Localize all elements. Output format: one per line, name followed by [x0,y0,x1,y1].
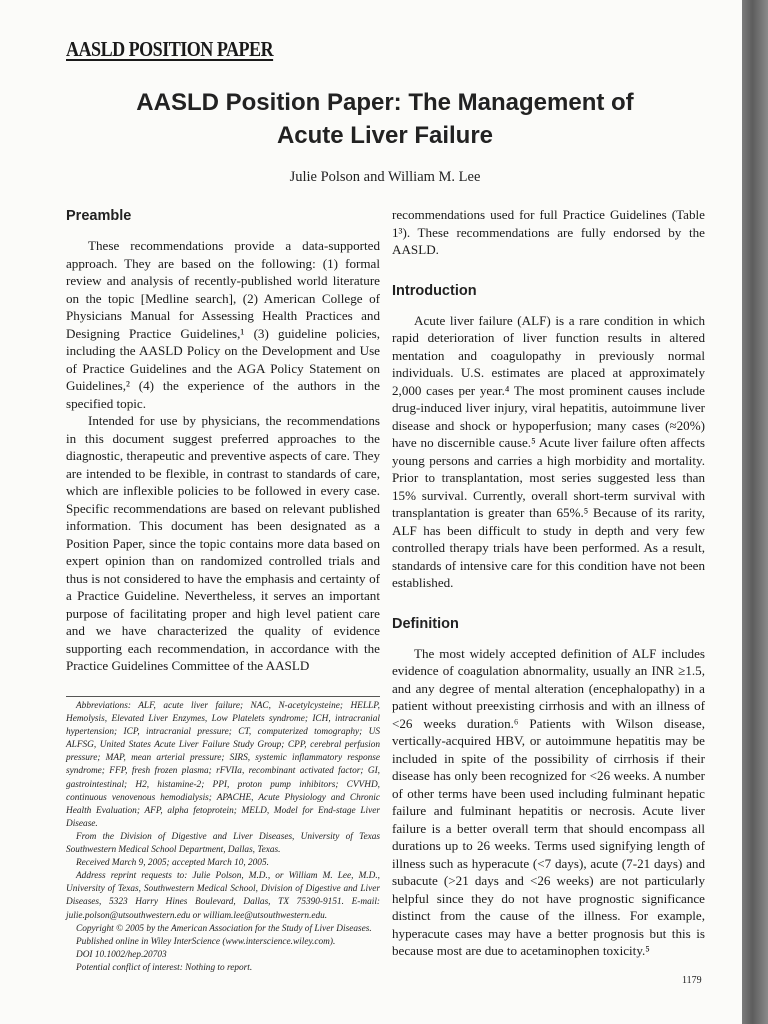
footnote-copyright: Copyright © 2005 by the American Association for the Study of Liver Diseases. [76,923,372,934]
footnote-affiliation: From the Division of Digestive and Liver Diseases, University of Texas Southwestern Medical School Department, Dallas, Texas. [66,831,380,856]
preamble-continued: recommendations used for full Practice Guidelines (Table 1³). These recommendations are fully endorsed by the AASLD. [392,207,705,257]
right-column [392,206,705,960]
footnote-divider [66,696,380,697]
article-title-line2: Acute Liver Failure [276,122,494,149]
left-column [66,206,380,675]
footnote-doi: DOI 10.1002/hep.20703 [76,949,167,960]
preamble-heading: Preamble [66,208,132,224]
section-kicker: AASLD POSITION PAPER [66,37,274,61]
footnote-received: Received March 9, 2005; accepted March 10, 2005. [76,858,269,869]
article-title-line1: AASLD Position Paper: The Management of [136,89,634,116]
article-title [90,86,680,152]
footnote-published: Published online in Wiley InterScience (www.interscience.wiley.com). [76,936,336,947]
footnote-address: Address reprint requests to: Julie Polson, M.D., or William M. Lee, M.D., University of Texas, Southwestern Medical School, Division of Digestive and Liver Diseases, 5323 Harry Hines Boulevard, Dallas, TX 75390-9151. E-mail: julie.polson@utsouthwestern.edu or william.lee@utsouthwestern.edu. [66,871,380,921]
preamble-paragraph-1: These recommendations provide a data-supported approach. They are based on the following: (1) formal review and analysis of recently-published world literature on the topic [Medline search], (2) American College of Physicians Manual for Assessing Health Practices and Designing Practice Guidelines,¹ (3) guideline policies, including the AASLD Policy on the Development and Use of Practice Guidelines and the AGA Policy Statement on Guidelines,² (4) the experience of the authors in the specified topic. [66,238,380,411]
page-number: 1179 [682,975,702,986]
introduction-heading: Introduction [392,282,477,299]
introduction-paragraph: Acute liver failure (ALF) is a rare condition in which rapid deterioration of liver function results in altered mentation and coagulopathy in previously normal individuals. U.S. estimates are placed at approximately 2,000 cases per year.⁴ The most prominent causes include drug-induced liver injury, viral hepatitis, autoimmune liver disease and shock or hypoperfusion; many cases (≈20%) have no discernible cause.⁵ Acute liver failure often affects young persons and carries a high morbidity and mortality. Prior to transplantation, most series suggested less than 15% survival. Currently, overall short-term survival with transplantation is greater than 65%.⁵ Because of its rarity, ALF has been difficult to study in depth and very few controlled therapy trials have been performed. As a result, standards of intensive care for this condition have not been established. [392,312,705,590]
article-authors: Julie Polson and William M. Lee [289,169,481,185]
footnotes [66,700,380,975]
preamble-paragraph-2: Intended for use by physicians, the recommendations in this document suggest preferred approaches to the diagnostic, therapeutic and preventive aspects of care. They are intended to be flexible, in contrast to standards of care, which are inflexible policies to be followed in every case. Specific recommendations are based on relevant published information. This document has been designated as a Position Paper, since the topic contains more data based on expert opinion than on randomized controlled trials and thus is not considered to have the emphasis and certainty of a Practice Guideline. Nevertheless, it serves an important purpose of facilitating proper and high level patient care and we have characterized the quality of evidence supporting each recommendation, in accordance with the Practice Guidelines Committee of the AASLD [66,413,380,673]
footnote-abbreviations: Abbreviations: ALF, acute liver failure; NAC, N-acetylcysteine; HELLP, Hemolysis, Elevated Liver Enzymes, Low Platelets syndrome; ICH, intracranial hypertension; ICP, intracranial pressure; CT, computerized tomography; US ALFSG, United States Acute Liver Failure Study Group; CPP, cerebral perfusion pressure; MAP, mean arterial pressure; SIRS, systemic inflammatory response syndrome; FFP, fresh frozen plasma; rFVIIa, recombinant activated factor; GI, gastrointestinal; H2, histamine-2; PPI, proton pump inhibitors; CVVHD, continuous venovenous hemodialysis; APACHE, Acute Physiology and Chronic Health Evaluation; AFP, alpha fetoprotein; MELD, Model for End-stage Liver Disease. [66,701,380,829]
definition-paragraph: The most widely accepted definition of ALF includes evidence of coagulation abnormality, usually an INR ≥1.5, and any degree of mental alteration (encephalopathy) in a patient without preexisting cirrhosis and with an illness of <26 weeks duration.⁶ Patients with Wilson disease, vertically-acquired HBV, or autoimmune hepatitis may be included in spite of the possibility of cirrhosis if their disease has only been recognized for <26 weeks. A number of other terms have been used including fulminant hepatic failure and fulminant hepatitis or necrosis. Acute liver failure is a better overall term that should encompass all durations up to 26 weeks. Terms used signifying length of illness such as hyperacute (<7 days), acute (7-21 days) and subacute (>21 days and <26 weeks) are not particularly helpful since they do not have prognostic significance distinct from the cause of the illness. For example, hyperacute cases may have a better prognosis but this is because most are due to acetaminophen toxicity.⁵ [392,645,705,958]
page-edge-shadow [742,0,768,1024]
footnote-conflict: Potential conflict of interest: Nothing to report. [76,962,253,973]
definition-heading: Definition [392,615,459,632]
